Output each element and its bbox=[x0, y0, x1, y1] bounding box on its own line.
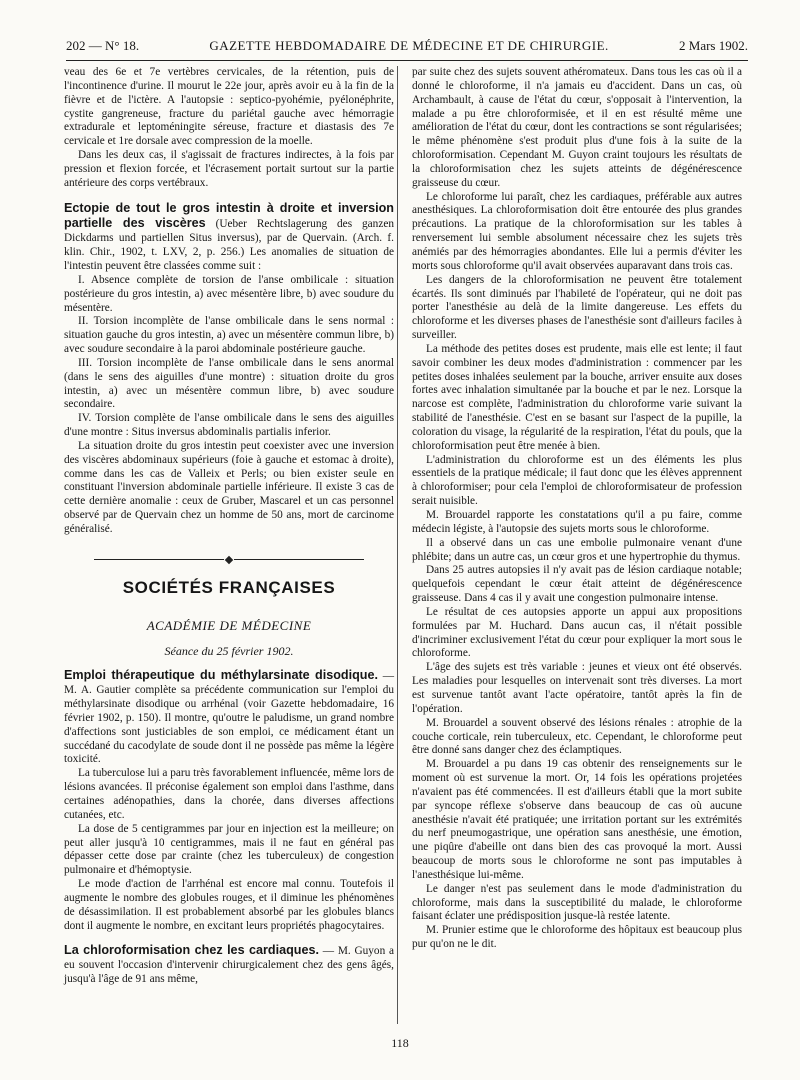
section-divider bbox=[64, 557, 394, 563]
right-column bbox=[412, 66, 742, 952]
paragraph: La situation droite du gros intestin peut coexister avec une inversion des viscères abdominaux supérieurs (foie à gauche et estomac à droite), comme dans les cas de Valleix et Perls; ou bien exister seule en constituant l'inversion abdominale partielle inférieure. Il existe 3 cas de cette dernière anomalie : ceux de Gruber, Mascarel et un cas personnel observé par de Quervain chez un homme de 50 ans, mort de carcinome généralisé. bbox=[64, 439, 394, 535]
paragraph: Le résultat de ces autopsies apporte un appui aux propositions formulées par M. Huchard. Dans aucun cas, il n'était possible d'incriminer exclusivement l'état du cœur pour expliquer la mort sous le chloroforme. bbox=[412, 605, 742, 660]
article-text: (Ueber Rechtslagerung des ganzen Dickdarms und partiellen Situs inversus), par de Quervain. (Arch. f. klin. Chir., 1902, t. LXV, 2, p. 256.) Les anomalies de situation de l'intestin peuvent être classées comme suit : bbox=[64, 218, 395, 272]
paragraph: Le chloroforme lui paraît, chez les cardiaques, préférable aux autres anesthésiques. La chloroformisation doit être entourée des plus grandes précautions. La pratique de la chloroformisation sur les tables à renversement lui semble absolument nécessaire chez les sujets très anémiés par des hémorragies abondantes. Elle lui a permis d'éviter les morts sous chloroforme qu'il avait observées auparavant dans trois cas. bbox=[412, 190, 742, 272]
running-header bbox=[66, 38, 748, 58]
column-divider bbox=[397, 66, 398, 1024]
paragraph: L'âge des sujets est très variable : jeunes et vieux ont été observés. Les maladies pour lesquelles on intervenait sont très diverses. La mort est survenue tantôt avant l'acte opératoire, tantôt après la fin de l'opération. bbox=[412, 661, 742, 715]
paragraph: L'administration du chloroforme est un des éléments les plus essentiels de la pratique médicale; il faut donc que les élèves apprennent à chloroformiser; pour cela l'emploi de chloroformisateur de profession serait nuisible. bbox=[412, 453, 742, 508]
header-rule bbox=[66, 60, 748, 61]
list-item: II. Torsion incomplète de l'anse ombilicale dans le sens normal : situation gauche du gros intestin, a) avec un mésentère commun libre, b) avec soudure secondaire à la paroi abdominale postérieure gauche. bbox=[64, 315, 394, 356]
paragraph: M. Brouardel a souvent observé des lésions rénales : atrophie de la couche corticale, rein tuberculeux, etc. Cependant, le chloroforme peut être donné sans danger chez des éclamptiques. bbox=[412, 716, 742, 757]
paragraph: Dans les deux cas, il s'agissait de fractures indirectes, à la fois par pression et flexion forcée, et l'écrasement portait surtout sur la partie antérieure des corps vertébraux. bbox=[64, 149, 394, 189]
paragraph: La dose de 5 centigrammes par jour en injection est la meilleure; on peut aller jusqu'à 10 centigrammes, mais il ne faut en général pas dépasser cette dose par crainte (chez les tuberculeux) de congestion pulmonaire et d'hémoptysie. bbox=[64, 822, 394, 877]
article-emploi bbox=[64, 668, 394, 767]
paragraph: Le danger n'est pas seulement dans le mode d'administration du chloroforme, mais dans la susceptibilité du malade, le chloroforme faisant éclater une prédisposition jusque-là restée latente. bbox=[412, 882, 742, 923]
paragraph: La méthode des petites doses est prudente, mais elle est lente; il faut savoir combiner les deux modes d'administration : commencer par les petites doses inhalées seulement par la bouche, arriver ensuite aux doses fortes avec inhalation simultanée par la bouche et par le nez. Lorsque la narcose est complète, l'administration du chloroforme varie suivant la stabilité de l'anesthésie. C'est en se basant sur l'aspect de la pupille, la coloration du visage, la régularité de la respiration, l'état du pouls, que la chloroformisation peut être menée à bien. bbox=[412, 342, 742, 452]
paragraph: Le mode d'action de l'arrhénal est encore mal connu. Toutefois il augmente le nombre des globules rouges, et il diminue les phénomènes de désassimilation. Il est probablement absorbé par les globules blancs dont il augmente le nombre, en excitant leurs propriétés phagocytaires. bbox=[64, 878, 394, 932]
header-date: 2 Mars 1902. bbox=[679, 38, 748, 53]
left-column bbox=[64, 66, 394, 987]
article-title: Ectopie de tout le gros intestin à droite et inversion partielle des viscères bbox=[64, 200, 394, 231]
article-ectopie bbox=[64, 201, 394, 274]
paragraph: Dans 25 autres autopsies il n'y avait pas de lésion cardiaque notable; quelquefois cependant le cœur était atteint de dégénérescence graisseuse. Dans 4 cas il y avait une congestion pulmonaire intense. bbox=[412, 564, 742, 605]
article-text: — M. A. Gautier complète sa précédente communication sur l'emploi du méthylarsinate disodique ou arrhénal (voir Gazette hebdomadaire, 16 février 1902, p. 150). Il montre, qu'outre le paludisme, un grand nombre d'affections sont justiciables de son emploi, ce médicament étant un succédané du cacodylate de soude dont il ne possède pas même la légère toxicité. bbox=[64, 670, 394, 766]
paragraph: La tuberculose lui a paru très favorablement influencée, même lors de lésions avancées. Il préconise également son emploi dans l'asthme, dans certaines adénopathies, dans la chorée, dans diverses affections cutanées, etc. bbox=[64, 767, 394, 821]
diamond-ornament-icon bbox=[225, 556, 233, 564]
paragraph: veau des 6e et 7e vertèbres cervicales, de la rétention, puis de l'incontinence d'urine. Il mourut le 22e jour, après avoir eu à la fin de la fièvre et de l'ictère. A l'autopsie : septico-pyohémie, pyélonéphrite, cystite gangreneuse, fracture du pariétal gauche avec hémorragie extradurale et leptoméningite séreuse, fracture et diastasis des 7e cervicale et 1re dorsale avec compression de la moelle. bbox=[64, 66, 394, 148]
paragraph: par suite chez des sujets souvent athéromateux. Dans tous les cas où il a donné le chloroforme, il n'a jamais eu d'accident. Dans un cas, où Archambault, à cause de l'état du cœur, s'opposait à l'intervention, la malade a pu être chloroformisée, et il en est résulté même une amélioration de l'état du cœur, dont les contractions se sont régularisées; le même phénomène s'est produit plus d'une fois à la suite de la chloroformisation. Cependant M. Guyon craint toujours les résultats de la chloroformisation chez les sujets atteints de dégénérescence graisseuse du cœur. bbox=[412, 66, 742, 189]
paragraph: M. Prunier estime que le chloroforme des hôpitaux est beaucoup plus pur qu'on ne le dit. bbox=[412, 924, 742, 951]
article-title: La chloroformisation chez les cardiaques. bbox=[64, 943, 320, 958]
list-item: I. Absence complète de torsion de l'anse ombilicale : situation postérieure du gros intestin, a) avec mésentère libre, b) avec soudure du mésentère. bbox=[64, 273, 394, 314]
paragraph: Les dangers de la chloroformisation ne peuvent être totalement écartés. Ils sont diminués par l'habileté de l'opérateur, qui ne doit pas porter l'anesthésie au delà de la limite dangereuse. Les effets du chloroforme et les diverses phases de l'anesthésie sont d'ailleurs faciles à surveiller. bbox=[412, 273, 742, 342]
article-chloroformisation bbox=[64, 943, 394, 987]
article-text: — M. Guyon a eu souvent l'occasion d'intervenir chirurgicalement chez des gens âgés, jusqu'à l'âge de 91 ans même, bbox=[64, 945, 395, 986]
article-title: Emploi thérapeutique du méthylarsinate disodique. bbox=[64, 668, 378, 683]
header-page-issue: 202 — N° 18. bbox=[66, 38, 140, 53]
list-item: IV. Torsion complète de l'anse ombilicale dans le sens des aiguilles d'une montre : Situs inversus abdominalis partialis inferior. bbox=[64, 412, 394, 439]
paragraph: Il a observé dans un cas une embolie pulmonaire venant d'une phlébite; dans un autre cas, un cœur gros et une hypertrophie du thymus. bbox=[412, 536, 742, 563]
page-number: 118 bbox=[391, 1036, 409, 1050]
paragraph: M. Brouardel a pu dans 19 cas obtenir des renseignements sur le moment où est survenue la mort. Or, 14 fois les opérations projetées n'avaient pas été commencées. Il est d'ailleurs établi que la mort subite par syncope réflexe s'observe dans beaucoup de cas où aucune anesthésie n'avait été pratiquée; une irritation portant sur les extrémités du nerf pneumogastrique, une opération sans anesthésie, une émotion, une piqûre d'abeille ont dans bien des cas provoqué la mort. Aussi beaucoup de morts sous le chloroforme ne sont pas imputables à l'anesthésique lui-même. bbox=[412, 758, 742, 881]
society-heading: ACADÉMIE DE MÉDECINE bbox=[146, 617, 312, 633]
list-item: III. Torsion incomplète de l'anse ombilicale dans le sens anormal (dans le sens des aiguilles d'une montre) : situation droite du gros intestin, a) avec un mésentère commun libre, b) avec soudure secondaire. bbox=[64, 356, 394, 411]
paragraph: M. Brouardel rapporte les constatations qu'il a pu faire, comme médecin légiste, à l'autopsie des sujets morts sous le chloroforme. bbox=[412, 509, 742, 535]
header-journal-title: GAZETTE HEBDOMADAIRE DE MÉDECINE ET DE CHIRURGIE. bbox=[209, 38, 609, 53]
session-date: Séance du 25 février 1902. bbox=[164, 643, 294, 658]
section-heading: SOCIÉTÉS FRANÇAISES bbox=[122, 577, 336, 597]
